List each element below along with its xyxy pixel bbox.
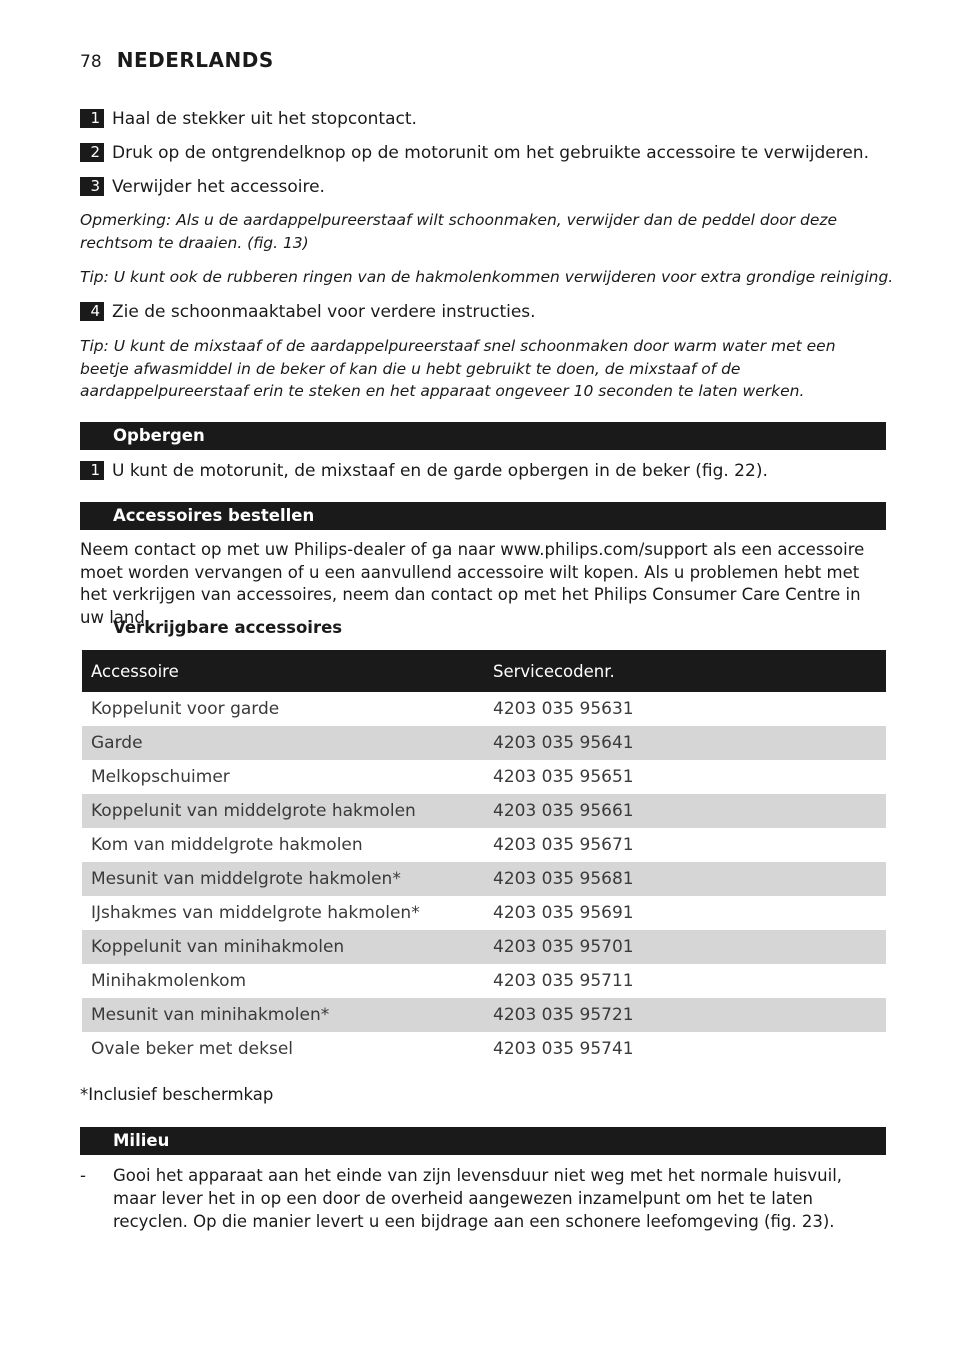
service-code: 4203 035 95661 xyxy=(493,801,634,821)
step-number: 4 xyxy=(80,302,104,321)
step-number: 1 xyxy=(80,461,104,480)
service-code: 4203 035 95651 xyxy=(493,767,634,787)
accessory-name: Melkopschuimer xyxy=(91,767,230,787)
step-text: Druk op de ontgrendelknop op de motorunit om het gebruikte accessoire te verwijderen. xyxy=(112,143,869,163)
service-code: 4203 035 95711 xyxy=(493,971,634,991)
language-heading: NEDERLANDS xyxy=(116,48,274,72)
accessory-name: Minihakmolenkom xyxy=(91,971,247,991)
table-row xyxy=(82,930,886,964)
accessory-name: Mesunit van minihakmolen* xyxy=(91,1005,330,1025)
accessory-name: Kom van middelgrote hakmolen xyxy=(91,835,363,855)
page-number: 78 xyxy=(80,52,102,72)
section-heading-environment: Milieu xyxy=(80,1127,886,1155)
service-code: 4203 035 95741 xyxy=(493,1039,634,1059)
table-row xyxy=(82,794,886,828)
environment-bullet xyxy=(80,1164,886,1233)
table-row xyxy=(82,726,886,760)
step-text: Haal de stekker uit het stopcontact. xyxy=(112,109,417,129)
table-row xyxy=(82,998,886,1032)
step-number: 2 xyxy=(80,143,104,162)
service-code: 4203 035 95721 xyxy=(493,1005,634,1025)
table-row xyxy=(82,964,886,998)
table-header xyxy=(82,650,886,692)
accessory-name: Ovale beker met deksel xyxy=(91,1039,294,1059)
table-row xyxy=(82,862,886,896)
service-code: 4203 035 95641 xyxy=(493,733,634,753)
accessories-intro: Neem contact op met uw Philips-dealer of ga naar www.philips.com/support als een accessoire moet worden vervangen of u een aanvullend accessoire wilt kopen. Als u problemen hebt met het verkrijgen van accessoires, neem dan contact op met het Philips Consumer Care Centre in uw land. xyxy=(80,540,865,627)
storage-step-1 xyxy=(80,460,886,482)
section-heading-accessories: Accessoires bestellen xyxy=(80,502,886,530)
service-code: 4203 035 95681 xyxy=(493,869,634,889)
table-row xyxy=(82,896,886,930)
table-row xyxy=(82,1032,886,1066)
accessory-name: Koppelunit van middelgrote hakmolen xyxy=(91,801,416,821)
table-footnote: *Inclusief beschermkap xyxy=(80,1085,274,1104)
column-header-accessory: Accessoire xyxy=(91,661,179,681)
table-row xyxy=(82,692,886,726)
step-2 xyxy=(80,142,886,164)
service-code: 4203 035 95701 xyxy=(493,937,634,957)
column-header-service-code: Servicecodenr. xyxy=(493,661,615,681)
accessory-name: Koppelunit voor garde xyxy=(91,699,280,719)
accessory-name: IJshakmes van middelgrote hakmolen* xyxy=(91,903,420,923)
note-potato-masher: Opmerking: Als u de aardappelpureerstaaf wilt schoonmaken, verwijder dan de peddel door deze rechtsom te draaien. (fig. 13) xyxy=(80,211,838,252)
step-text: Zie de schoonmaaktabel voor verdere instructies. xyxy=(112,302,536,322)
page-header xyxy=(80,48,274,72)
step-number: 1 xyxy=(80,109,104,128)
tip-rubber-rings: Tip: U kunt ook de rubberen ringen van de hakmolenkommen verwijderen voor extra grondige reiniging. xyxy=(80,268,894,286)
accessories-table xyxy=(82,650,886,1066)
accessory-name: Garde xyxy=(91,733,143,753)
table-row xyxy=(82,760,886,794)
step-4 xyxy=(80,301,886,323)
accessory-name: Mesunit van middelgrote hakmolen* xyxy=(91,869,401,889)
step-text: U kunt de motorunit, de mixstaaf en de garde opbergen in de beker (fig. 22). xyxy=(112,461,768,481)
section-heading-storage: Opbergen xyxy=(80,422,886,450)
table-row xyxy=(82,828,886,862)
service-code: 4203 035 95631 xyxy=(493,699,634,719)
step-3 xyxy=(80,176,886,198)
available-accessories-heading: Verkrijgbare accessoires xyxy=(113,618,343,637)
step-number: 3 xyxy=(80,177,104,196)
step-1 xyxy=(80,108,886,130)
service-code: 4203 035 95691 xyxy=(493,903,634,923)
accessory-name: Koppelunit van minihakmolen xyxy=(91,937,345,957)
tip-quick-clean: Tip: U kunt de mixstaaf of de aardappelpureerstaaf snel schoonmaken door warm water met een beetje afwasmiddel in de beker of kan die u hebt gebruikt te doen, de mixstaaf of de aardappelpureerstaaf erin te steken en het apparaat ongeveer 10 seconden te laten werken. xyxy=(80,337,836,400)
bullet-dash: - xyxy=(80,1166,86,1185)
step-text: Verwijder het accessoire. xyxy=(112,177,325,197)
bullet-text: Gooi het apparaat aan het einde van zijn levensduur niet weg met het normale huisvuil, maar lever het in op een door de overheid aangewezen inzamelpunt om het te laten recyclen. Op die manier levert u een bijdrage aan een schonere leefomgeving (fig. 23). xyxy=(113,1166,843,1231)
service-code: 4203 035 95671 xyxy=(493,835,634,855)
